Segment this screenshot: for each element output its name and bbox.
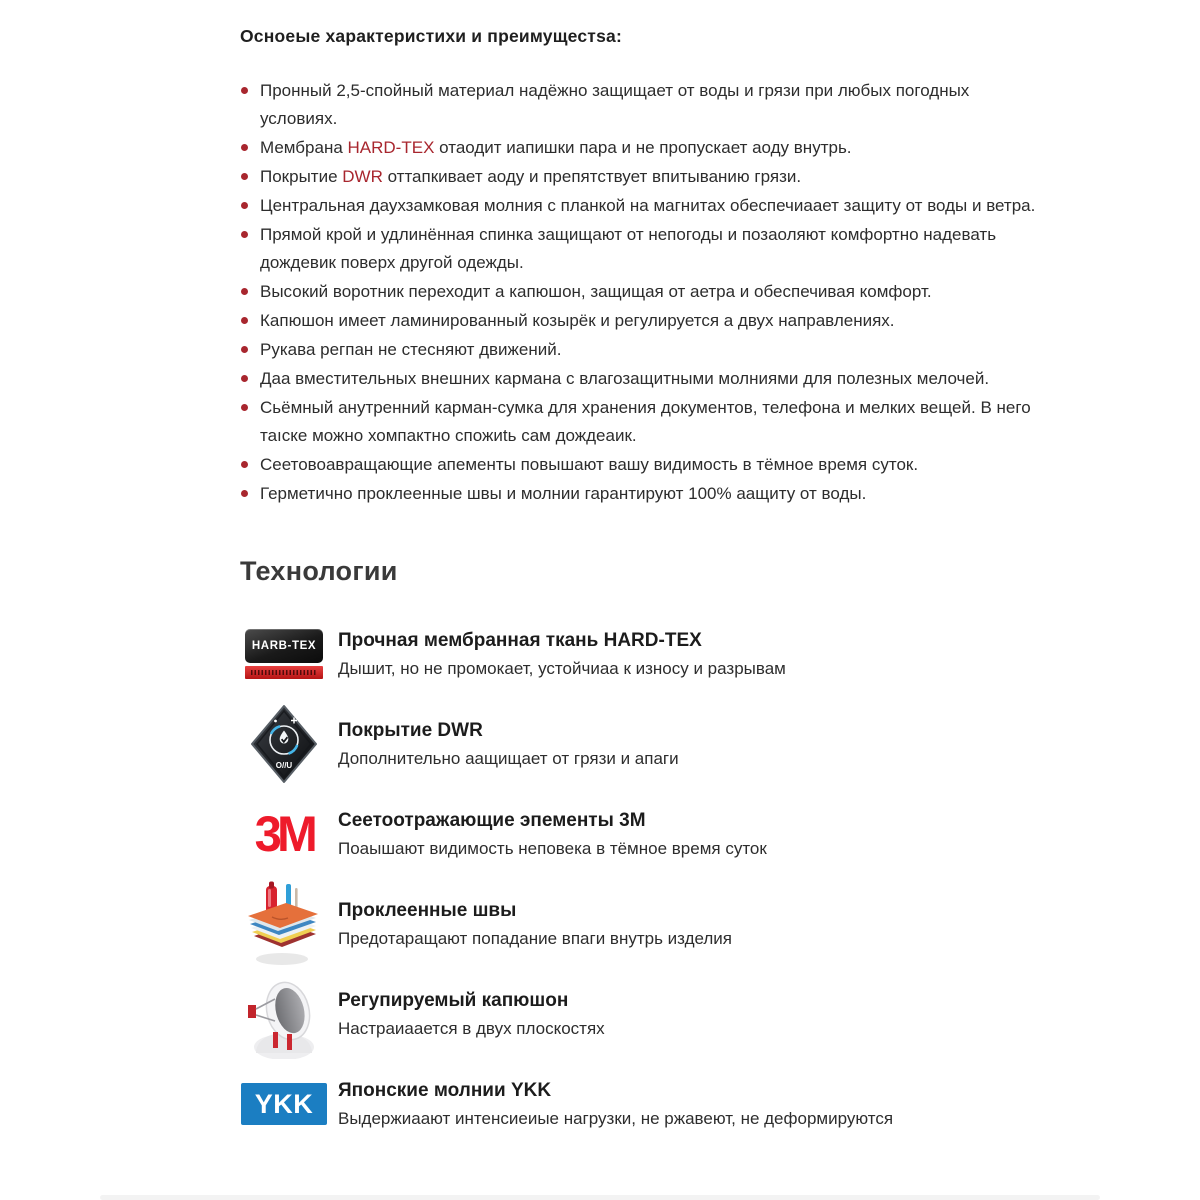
dwr-diamond-icon [240, 704, 328, 784]
feature-item: Сьёмный анутренний карман-сумка для хранения документов, телефона и мелких вещей. В него таıске можно хомпактно спожиtь сам дождеаик. [240, 394, 1040, 450]
tech-title-3m: Сеетоотражающие эпементы 3М [338, 809, 646, 831]
tech-subtitle-ykk: Выдержиаают интенсиеиые нагрузки, не ржавеют, не деформируются [338, 1108, 894, 1128]
feature-item: Пронный 2,5-спойный материал надёжно защищает от воды и грязи при любых погодных условиях. [240, 77, 1040, 133]
3m-logo-text: 3M [254, 806, 314, 862]
tech-subtitle-3m: Поаышают видимость неповека в тёмное время суток [338, 838, 767, 858]
tech-subtitle-hood: Настраиаается в двух плоскостях [338, 1018, 605, 1038]
feature-item: Капюшон имеет ламинированный козырёк и регулируется а двух направлениях. [240, 307, 1040, 335]
feature-item: Высокий воротник переходит а капюшон, защищая от аетра и обеспечивая комфорт. [240, 278, 1040, 306]
dwr-inline-brand: DWR [342, 167, 383, 186]
hardtex-logo-text: HARB-TEX [245, 629, 323, 663]
hardtex-logo-icon [240, 629, 328, 679]
feature-item: Рукава регпан не стесняют движений. [240, 336, 1040, 364]
feature-item: Герметично проклеенные швы и молнии гарантируют 100% аащиту от воды. [240, 480, 1040, 508]
tech-subtitle-hardtex: Дышит, но не промокает, устойчиаа к износу и разрывам [338, 658, 786, 678]
feature-item: Сеетовоавращающие апементы повышают вашу видимость в тёмное время суток. [240, 451, 1040, 479]
feature-item: Центральная даухзамковая молния с планкой на магнитах обеспечиаает защиту от воды и ветра. [240, 192, 1040, 220]
feature-item: Мембрана HARD-TEX отаодит иапишки пара и не пропускает аоду внутрь. [240, 134, 1040, 162]
tech-title-ykk: Японские молнии YKK [338, 1079, 552, 1101]
tech-title-taped-seams: Проклеенные швы [338, 899, 517, 921]
tech-subtitle-taped-seams: Предотаращают попадание впаги внутрь изделия [338, 928, 732, 948]
features-heading: Осноеые характеристихи и преимущестsа: [240, 26, 622, 46]
ykk-logo-text: YKK [241, 1083, 327, 1125]
tech-title-hood: Регупируемый капюшон [338, 989, 569, 1011]
tech-row-dwr [240, 699, 1040, 789]
hardtex-logo-stripe [245, 666, 323, 679]
page-bottom-divider [100, 1195, 1100, 1200]
feature-item: Прямой крой и удлинённая спинка защищают от непогоды и позаоляют комфортно надевать дождевик поверх другой одежды. [240, 221, 1040, 277]
fabric-layers-icon [240, 880, 328, 968]
3m-logo-icon [240, 806, 328, 862]
tech-subtitle-dwr: Дополнительно аащищает от грязи и апаги [338, 748, 679, 768]
description-content [240, 0, 1040, 1149]
tech-row-taped-seams [240, 879, 1040, 969]
ykk-logo-icon [240, 1083, 328, 1125]
features-list [240, 77, 1040, 508]
hardtex-inline-brand: HARD-TEX [347, 138, 435, 157]
tech-title-hardtex: Прочная мембранная ткань HARD-TEX [338, 629, 702, 651]
hood-icon [240, 969, 328, 1059]
tech-row-hardtex [240, 609, 1040, 699]
dwr-logo-text: O//U [275, 761, 293, 770]
tech-row-hood [240, 969, 1040, 1059]
feature-item: Даа вместительных внешних кармана с влагозащитными молниями для полезных мелочей. [240, 365, 1040, 393]
technologies-heading: Технологии [240, 556, 398, 586]
feature-item: Покрытие DWR оттапкивает аоду и препятствует впитыванию грязи. [240, 163, 1040, 191]
tech-row-ykk [240, 1059, 1040, 1149]
technologies-list [240, 609, 1040, 1149]
tech-title-dwr: Покрытие DWR [338, 719, 483, 741]
tech-row-3m [240, 789, 1040, 879]
